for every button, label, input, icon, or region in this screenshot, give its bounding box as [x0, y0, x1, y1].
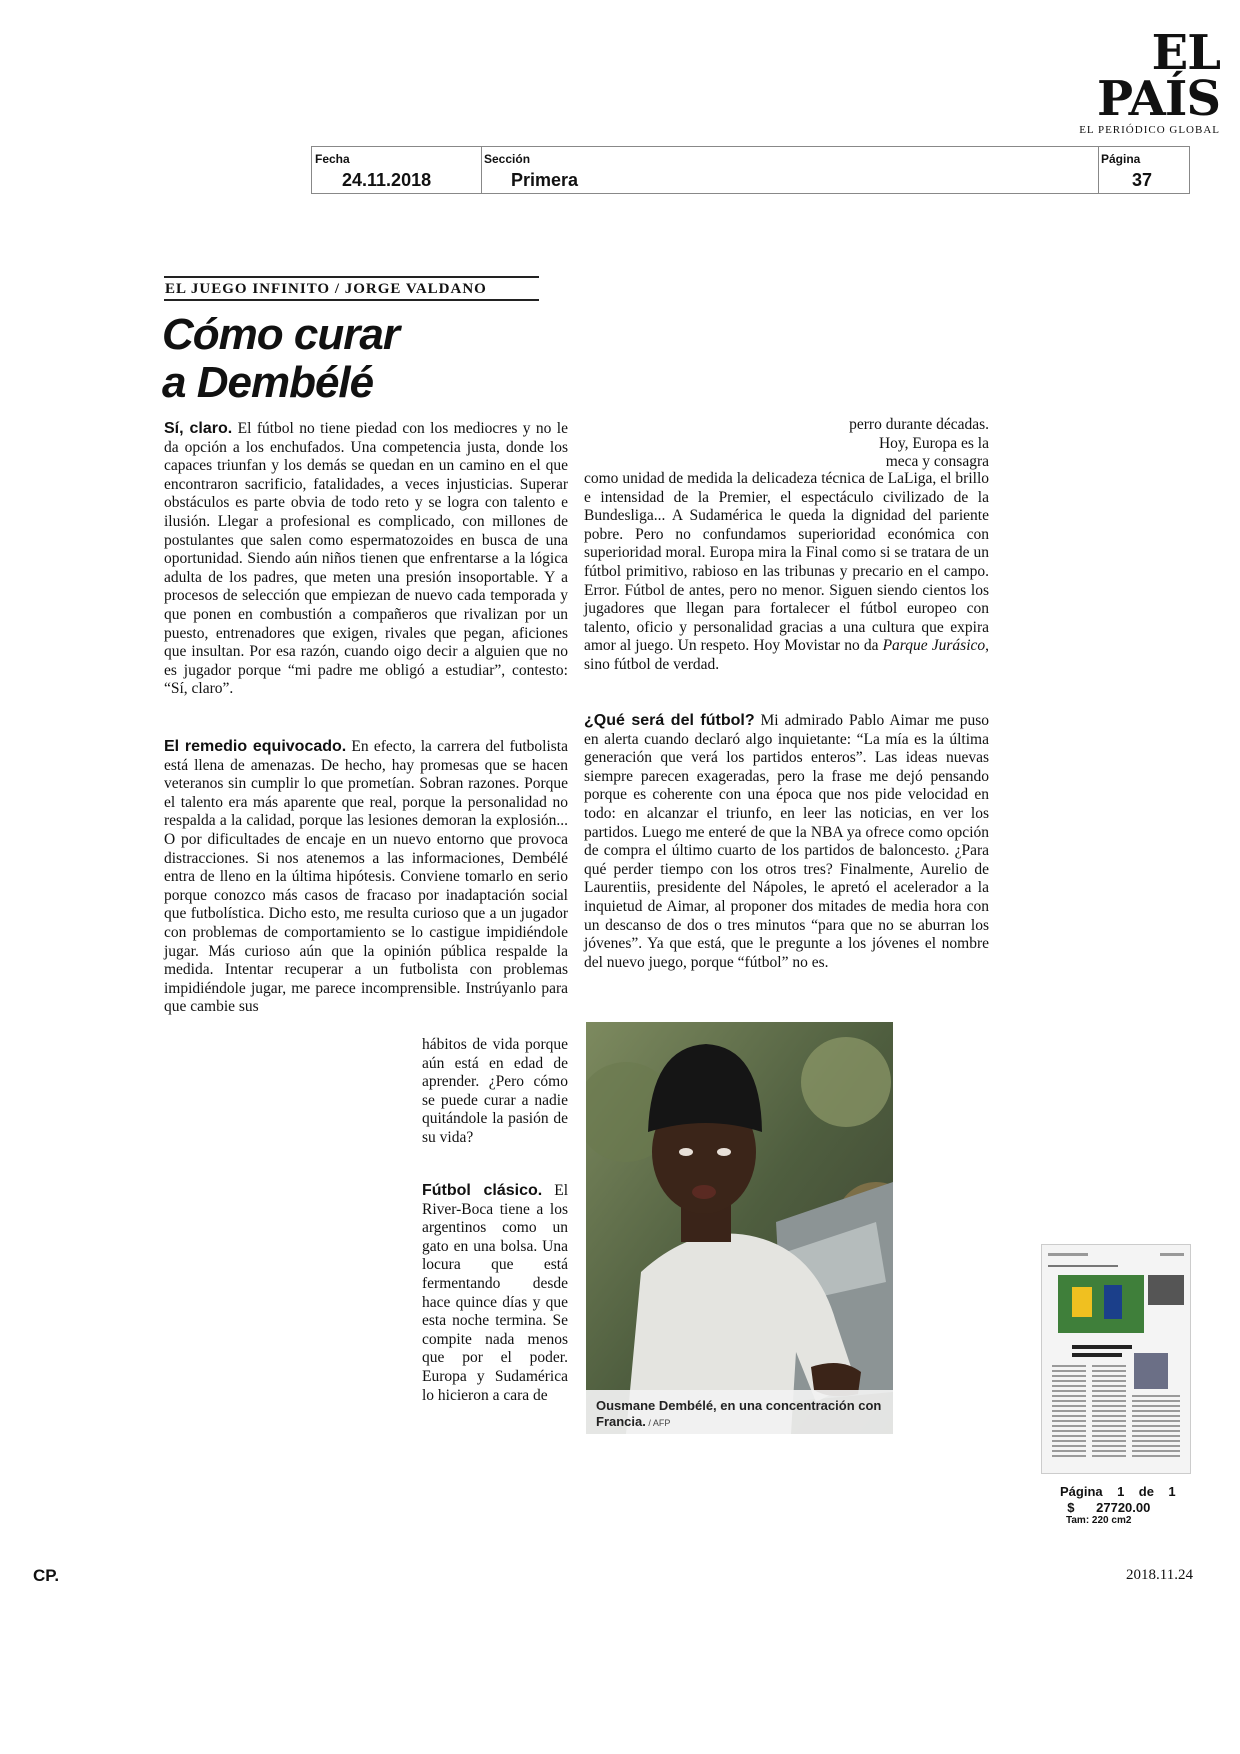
photo-caption	[596, 1398, 893, 1431]
lead-que-sera: ¿Qué será del fútbol?	[584, 712, 755, 729]
paragraph-si-claro	[164, 420, 568, 699]
thumbnail-graphic	[1042, 1245, 1190, 1473]
fecha-cell	[312, 147, 482, 193]
parque-jurasico: Parque Jurásico	[882, 637, 986, 655]
body-europa: como unidad de medida la delicadeza técnica de LaLiga, el brillo e intensidad de la Premier, el espectáculo civilizado de la Bundesliga... A Sudamérica le queda la dignidad del pariente pobre. Pero no confundamos superioridad económica con superioridad moral. Europa mira la Final como si se tratara de un fútbol primitivo, rabioso en las tribunas y precario en el campo. Error. Fútbol de antes, pero no menor. Siguen siendo cientos los jugadores que llegan para fortalecer el fútbol europeo con talento, oficio y personalidad gracias a una cultura que expira amor al juego. Un respeto. Hoy Movistar no da	[584, 470, 989, 655]
amount-line	[1060, 1500, 1190, 1515]
photo-illustration	[586, 1022, 893, 1434]
cp-label: CP.	[33, 1566, 60, 1585]
body-perro-top: perro durante décadas. Hoy, Europa es la meca y consagra	[849, 416, 989, 471]
page-thumbnail[interactable]	[1041, 1244, 1191, 1474]
tam-line: Tam: 220 cm2	[1066, 1515, 1132, 1526]
masthead-tagline: EL PERIÓDICO GLOBAL	[1079, 124, 1220, 136]
fecha-value: 24.11.2018	[342, 170, 432, 190]
amount-value: 27720.00	[1096, 1500, 1151, 1515]
headline-line-1: Cómo curar	[162, 310, 399, 359]
body-remedio-tail: hábitos de vida porque aún está en edad de aprender. ¿Pero cómo se puede curar a nadie quitándole la pasión de su vida?	[422, 1036, 568, 1146]
paragraph-remedio-tail	[422, 1036, 568, 1148]
paragraph-remedio	[164, 738, 568, 1017]
lead-futbol-clasico: Fútbol clásico.	[422, 1182, 543, 1199]
paragraph-perro-top	[843, 416, 989, 472]
pagina-label: Página	[1101, 152, 1141, 166]
pagina-cell	[1098, 147, 1189, 193]
column-header: EL JUEGO INFINITO / JORGE VALDANO	[164, 276, 539, 301]
body-si-claro: El fútbol no tiene piedad con los mediocres y no le da opción a los enchufados. Una competencia justa, donde los capaces triunfan y los demás se quedan en un camino en el que encontraron sacrificio, fatalidades, a veces injusticias. Superar obstáculos es parte obvia de todo reto y se logra con talento e ilusión. Llegar a profesional es complicado, con millones de postulantes que salen como espermatozoides en busca de una oportunidad. Siendo aún niños tienen que enfrentarse a la lógica adulta de los padres, que meten una presión insoportable. Y a procesos de selección que empiezan de nuevo cada temporada y que ponen en combustión a compañeros que rivalizan por un puesto, entrenadores que exigen, rivales que pegan, aficiones que insultan. Por esa razón, cuando oigo decir a alguien que no es jugador porque “mi padre me obligó a estudiar”, contesto: “Sí, claro”.	[164, 420, 568, 698]
headline-line-2: a Dembélé	[162, 358, 374, 407]
seccion-cell	[481, 147, 1099, 193]
currency-symbol: $	[1067, 1500, 1075, 1515]
paragraph-que-sera	[584, 712, 989, 972]
paragraph-futbol-clasico	[422, 1182, 568, 1405]
fecha-label: Fecha	[315, 152, 350, 166]
paragraph-europa	[584, 470, 989, 675]
seccion-value: Primera	[511, 170, 579, 190]
clipping-info-table	[311, 146, 1190, 194]
caption-credit: / AFP	[645, 1418, 671, 1428]
lead-remedio: El remedio equivocado.	[164, 738, 347, 755]
body-europa-end: , sino fútbol de verdad.	[584, 637, 989, 673]
page-count-line	[1060, 1484, 1190, 1499]
el-pais-logo: EL PAÍS	[1097, 25, 1220, 127]
pagina-value: 37	[1132, 170, 1153, 190]
body-futbol-clasico: El River-Boca tiene a los argentinos como un gato en una bolsa. Una locura que está fermentando desde hace quince días y que esta noche termina. Se compite nada menos que por el poder. Europa y Sudamérica lo hicieron a cara de	[422, 1182, 569, 1404]
body-remedio: En efecto, la carrera del futbolista está llena de amenazas. De hecho, hay promesas que se hacen veteranos sin cumplir lo que prometían. Sobran razones. Porque el talento era más aparente que real, porque la personalidad no respalda a la calidad, porque las lesiones demoran la explosión... O por dificultades de encaje en un nuevo entorno que provoca distracciones. Si nos atenemos a las informaciones, Dembélé entra de lleno en la última hipótesis. Conviene tomarlo en serio porque conozco más casos de fracaso por inadaptación social que futbolística. Dicho esto, me resulta curioso que a un jugador con problemas de comportamiento se lo castigue impidiéndole jugar. Más curioso aún que la opinión pública respalde la medida. Intentar recuperar a un futbolista con problemas impidiéndole jugar, me parece incomprensible. Instrúyanlo para que cambie sus	[164, 738, 568, 1016]
page-info	[1060, 1484, 1190, 1526]
dembele-photo	[586, 1022, 893, 1434]
headline	[162, 311, 582, 407]
body-que-sera: Mi admirado Pablo Aimar me puso en alerta cuando declaró algo inquietante: “La mía es la última generación que verá los partidos enteros”. Las ideas nuevas siempre parecen exageradas, pero la frase me dejó pensando porque es coherente con una época que nos pide velocidad en todo: en alcanzar el triunfo, en leer las noticias, en ver los partidos. Luego me enteré de que la NBA ya ofrece como opción de compra el último cuarto de los partidos de baloncesto. ¿Para qué perder tiempo con los otros tres? Finalmente, Aurelio de Laurentiis, presidente del Nápoles, le apretó el acelerador a la inquietud de Aimar, al proponer dos mitades de media hora con un descanso de dos o tres minutos “para que no se aburran los jóvenes”. Ya que está, que le pregunte a los jóvenes el nombre del nuevo juego, porque “fútbol” no es.	[584, 712, 989, 971]
lead-si-claro: Sí, claro.	[164, 420, 233, 437]
footer-date: 2018.11.24	[1126, 1567, 1193, 1583]
pagina-label-2: Página	[1060, 1484, 1103, 1499]
pagina-total: 1	[1168, 1484, 1176, 1499]
pagina-num: 1	[1117, 1484, 1125, 1499]
masthead	[1020, 25, 1220, 136]
caption-text: Ousmane Dembélé, en una concentración con Francia.	[596, 1398, 882, 1429]
seccion-label: Sección	[484, 152, 531, 166]
de-label: de	[1138, 1484, 1154, 1499]
